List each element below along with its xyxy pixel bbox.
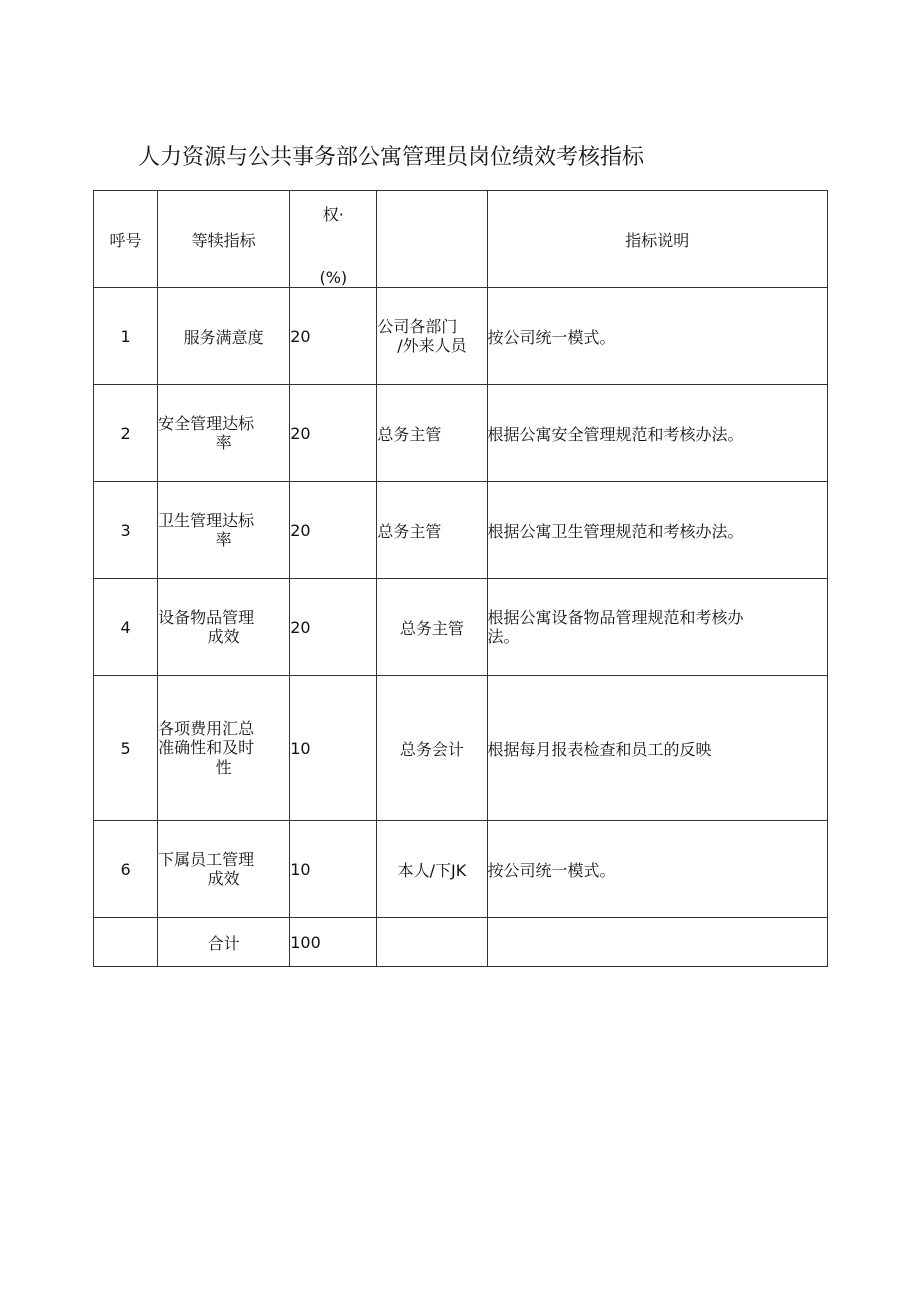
row-number: 1 xyxy=(94,288,158,385)
row-indicator-line3: 性 xyxy=(215,757,232,777)
header-weight-line1: 权· xyxy=(322,204,344,224)
row-indicator xyxy=(158,482,290,579)
header-source xyxy=(377,191,487,288)
total-source xyxy=(377,918,487,967)
row-indicator-line1: 设备物品管理 xyxy=(158,607,255,627)
row-indicator xyxy=(158,821,290,918)
table-header-row xyxy=(94,191,828,288)
row-source-text: 总务主管 xyxy=(377,424,442,444)
row-source xyxy=(377,676,487,821)
row-indicator-line2: 成效 xyxy=(207,869,240,888)
row-description xyxy=(487,288,828,385)
table-row xyxy=(94,288,828,385)
document-title: 人力资源与公共事务部公寓管理员岗位绩效考核指标 xyxy=(138,145,645,170)
row-description-text: 按公司统一模式。 xyxy=(487,860,616,880)
row-source xyxy=(377,821,487,918)
row-description-text: 根据公寓卫生管理规范和考核办法。 xyxy=(487,521,744,541)
table-row xyxy=(94,821,828,918)
row-description-text: 根据公寓安全管理规范和考核办法。 xyxy=(487,424,744,444)
header-indicator: 等犊指标 xyxy=(158,191,290,288)
header-weight xyxy=(290,191,377,288)
row-indicator-line1: 下属员工管理 xyxy=(158,849,255,869)
table-total-row xyxy=(94,918,828,967)
header-weight-line2: (%) xyxy=(319,267,348,287)
total-description xyxy=(487,918,828,967)
row-weight: 20 xyxy=(290,288,377,385)
kpi-table xyxy=(93,190,828,967)
row-description-text: 按公司统一模式。 xyxy=(487,327,616,347)
row-number: 6 xyxy=(94,821,158,918)
table-row xyxy=(94,676,828,821)
row-weight: 20 xyxy=(290,579,377,676)
row-description-text: 根据每月报表检查和员工的反映 xyxy=(487,739,712,759)
total-label: 合计 xyxy=(158,918,290,967)
row-weight: 10 xyxy=(290,821,377,918)
row-description xyxy=(487,821,828,918)
row-source-line2: /外来人员 xyxy=(397,336,467,355)
row-indicator-line1: 安全管理达标 xyxy=(158,413,255,433)
total-no xyxy=(94,918,158,967)
row-source-text: 总务主管 xyxy=(377,521,442,541)
row-description xyxy=(487,385,828,482)
row-description xyxy=(487,676,828,821)
row-description-line1: 根据公寓设备物品管理规范和考核办 xyxy=(487,607,744,627)
row-indicator-line2: 准确性和及时 xyxy=(158,738,255,758)
row-source xyxy=(377,579,487,676)
row-weight: 20 xyxy=(290,385,377,482)
row-weight: 10 xyxy=(290,676,377,821)
row-source-line1: 公司各部门 xyxy=(377,316,458,336)
header-description: 指标说明 xyxy=(487,191,828,288)
table-row xyxy=(94,385,828,482)
row-indicator-line2: 率 xyxy=(215,433,232,452)
header-no: 呼号 xyxy=(94,191,158,288)
row-description xyxy=(487,579,828,676)
row-number: 3 xyxy=(94,482,158,579)
row-indicator-line1: 各项费用汇总 xyxy=(158,719,255,739)
row-source xyxy=(377,482,487,579)
row-weight: 20 xyxy=(290,482,377,579)
row-number: 5 xyxy=(94,676,158,821)
row-source xyxy=(377,288,487,385)
row-number: 2 xyxy=(94,385,158,482)
row-indicator xyxy=(158,385,290,482)
total-weight: 100 xyxy=(290,918,377,967)
row-indicator-line2: 成效 xyxy=(207,627,240,646)
table-row xyxy=(94,482,828,579)
row-indicator xyxy=(158,579,290,676)
row-indicator-line2: 率 xyxy=(215,530,232,549)
row-indicator-line1: 卫生管理达标 xyxy=(158,510,255,530)
row-source xyxy=(377,385,487,482)
row-indicator: 服务满意度 xyxy=(158,288,290,385)
row-description-line2: 法。 xyxy=(487,627,520,646)
row-source-text: 总务会计 xyxy=(399,739,464,759)
row-source-text: 本人/下JK xyxy=(397,860,467,880)
row-number: 4 xyxy=(94,579,158,676)
table-row xyxy=(94,579,828,676)
row-description xyxy=(487,482,828,579)
row-source-text: 总务主管 xyxy=(399,618,464,638)
row-indicator xyxy=(158,676,290,821)
